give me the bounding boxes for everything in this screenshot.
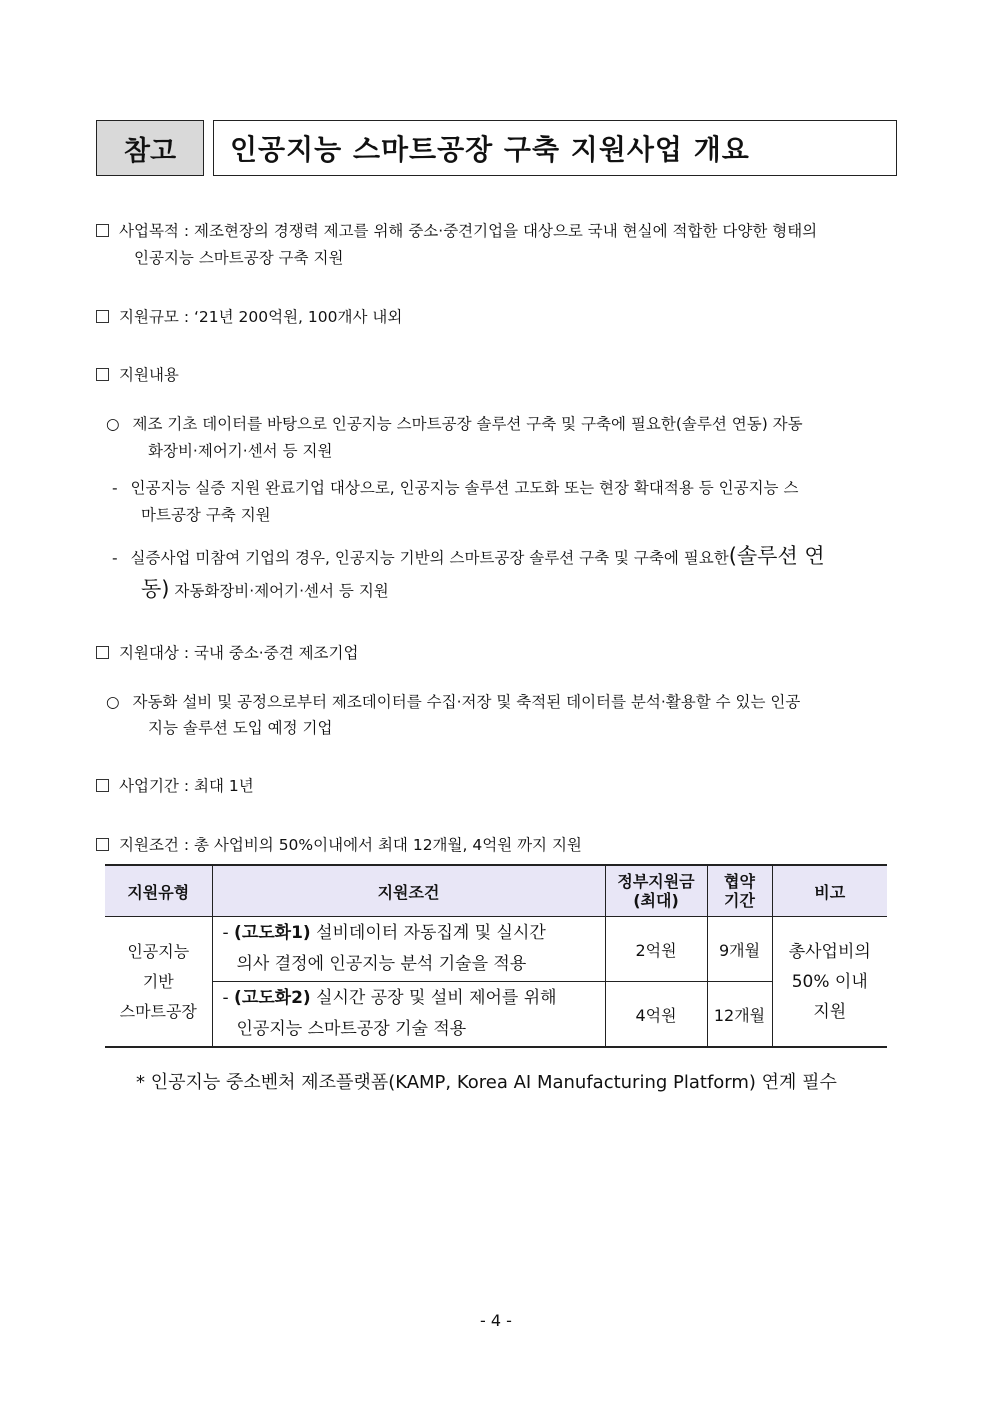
content-sub2-line2 <box>141 576 389 604</box>
target-item-line2: 지능 솔루션 도입 예정 기업 <box>148 719 333 737</box>
note-line2: 50% 이내 <box>791 971 868 992</box>
support-table <box>105 864 887 1048</box>
condition-level: (고도화1) <box>234 923 311 943</box>
content-sub1-line2: 마트공장 구축 지원 <box>141 506 271 524</box>
checkbox-square-icon <box>96 368 109 381</box>
header-gov-line1: 정부지원금 <box>617 872 695 891</box>
purpose-text: 사업목적 : 제조현장의 경쟁력 제고를 위해 중소·중견기업을 대상으로 국내 현실에 적합한 다양한 형태의 <box>119 222 818 240</box>
note-line3: 지원 <box>813 1001 847 1022</box>
condition-text2: 의사 결정에 인공지능 분석 기술을 적용 <box>236 954 527 974</box>
condition-cell <box>212 917 605 982</box>
condition-text2: 인공지능 스마트공장 기술 적용 <box>236 1019 467 1039</box>
target-line <box>96 640 358 666</box>
condition-text1: 실시간 공장 및 설비 제어를 위해 <box>310 988 557 1008</box>
checkbox-square-icon <box>96 838 109 851</box>
table-header-row <box>105 865 887 917</box>
header-term-line2: 기간 <box>724 891 755 910</box>
type-line2: 기반 <box>142 971 174 991</box>
type-line1: 인공지능 <box>127 941 190 961</box>
note-line1: 총사업비의 <box>788 941 871 962</box>
type-cell <box>105 917 212 1048</box>
type-line3: 스마트공장 <box>119 1001 197 1021</box>
scale-text: 지원규모 : ‘21년 200억원, 100개사 내외 <box>119 308 403 326</box>
dash-bullet: - <box>222 988 229 1008</box>
header-gov-funding <box>605 865 707 917</box>
purpose-line1 <box>96 218 897 244</box>
content-item1-line2: 화장비·제어기·센서 등 지원 <box>148 442 333 460</box>
content-sub2-text2: 자동화장비·제어기·센서 등 지원 <box>169 582 389 600</box>
header-note: 비고 <box>772 865 887 917</box>
checkbox-square-icon <box>96 779 109 792</box>
condition-text1: 설비데이터 자동집계 및 실시간 <box>310 923 546 943</box>
note-cell <box>772 917 887 1048</box>
checkbox-square-icon <box>96 646 109 659</box>
condition-level: (고도화2) <box>234 988 311 1008</box>
dash-bullet: - <box>112 479 118 497</box>
header-term <box>707 865 772 917</box>
page-title: 인공지능 스마트공장 구축 지원사업 개요 <box>213 120 897 176</box>
checkbox-square-icon <box>96 310 109 323</box>
purpose-line2: 인공지능 스마트공장 구축 지원 <box>134 249 344 267</box>
period-text: 사업기간 : 최대 1년 <box>119 777 254 795</box>
circle-bullet-icon: ○ <box>106 693 120 711</box>
content-sub2-text: 실증사업 미참여 기업의 경우, 인공지능 기반의 스마트공장 솔루션 구축 및 구축에 필요한 <box>130 549 729 567</box>
target-item-line1 <box>106 689 897 715</box>
target-text: 지원대상 : 국내 중소·중견 제조기업 <box>119 644 359 662</box>
header-term-line1: 협약 <box>724 872 755 891</box>
content-item1-line1 <box>106 411 897 437</box>
amount-cell: 2억원 <box>605 917 707 982</box>
footnote: * 인공지능 중소벤처 제조플랫폼(KAMP, Korea AI Manufacturing Platform) 연계 필수 <box>136 1072 837 1093</box>
condition-cell <box>212 982 605 1048</box>
page-number: - 4 - <box>480 1311 512 1330</box>
table-row <box>105 982 887 1048</box>
content-sub2-line1 <box>112 543 897 571</box>
content-sub1-text: 인공지능 실증 지원 완료기업 대상으로, 인공지능 솔루션 고도화 또는 현장 확대적용 등 인공지능 스 <box>130 479 799 497</box>
content-heading <box>96 362 179 388</box>
term-cell: 9개월 <box>707 917 772 982</box>
checkbox-square-icon <box>96 224 109 237</box>
conditions-line <box>96 832 582 858</box>
table-row <box>105 917 887 982</box>
dash-bullet: - <box>112 549 118 567</box>
content-sub2-large-text2: 동) <box>141 577 170 601</box>
conditions-text: 지원조건 : 총 사업비의 50%이내에서 최대 12개월, 4억원 까지 지원 <box>119 836 582 854</box>
amount-cell: 4억원 <box>605 982 707 1048</box>
target-item-text: 자동화 설비 및 공정으로부터 제조데이터를 수집·저장 및 축적된 데이터를 분석·활용할 수 있는 인공 <box>132 693 801 711</box>
reference-tag: 참고 <box>96 120 204 176</box>
header-condition: 지원조건 <box>212 865 605 917</box>
dash-bullet: - <box>222 923 229 943</box>
scale-line <box>96 304 402 330</box>
content-heading-text: 지원내용 <box>119 366 179 384</box>
content-item1-text: 제조 기초 데이터를 바탕으로 인공지능 스마트공장 솔루션 구축 및 구축에 필요한(솔루션 연동) 자동 <box>132 415 803 433</box>
period-line <box>96 773 254 799</box>
term-cell: 12개월 <box>707 982 772 1048</box>
header-type: 지원유형 <box>105 865 212 917</box>
content-sub1-line1 <box>112 475 897 501</box>
content-sub2-large-text: (솔루션 연 <box>728 544 825 568</box>
circle-bullet-icon: ○ <box>106 415 120 433</box>
header-gov-line2: (최대) <box>633 891 679 910</box>
